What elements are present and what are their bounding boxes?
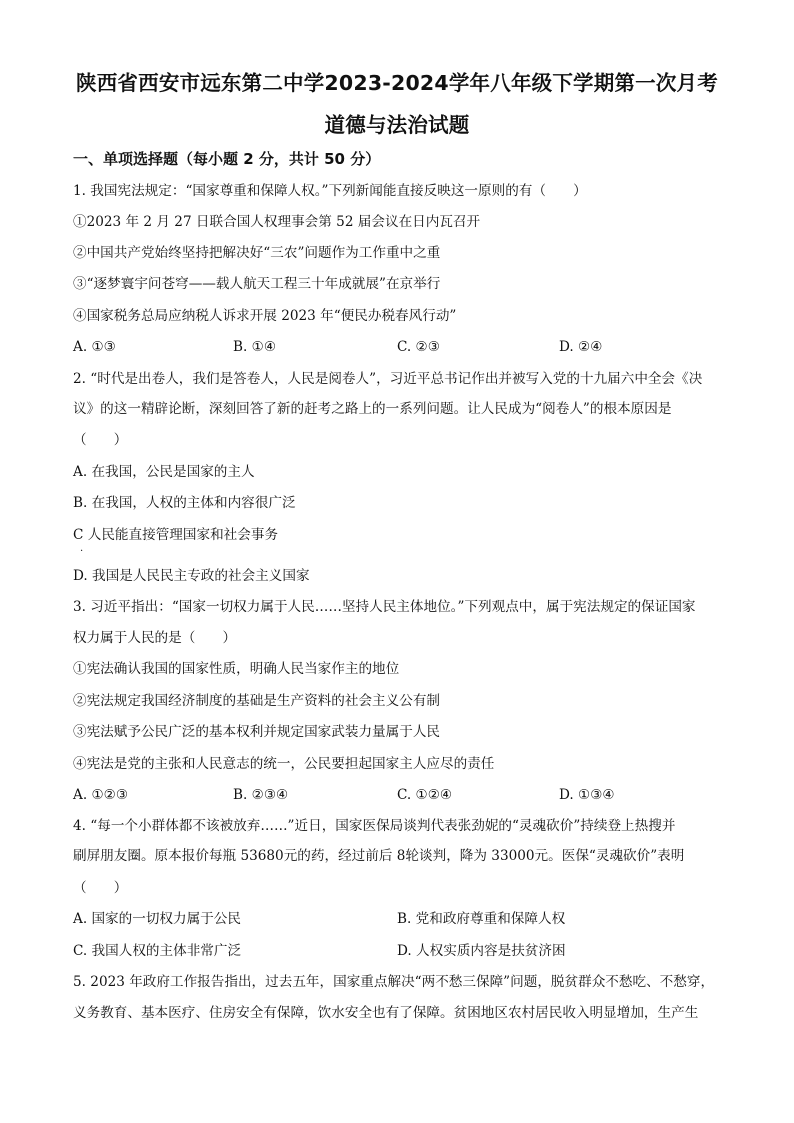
- q2-option-b[interactable]: B. 在我国，人权的主体和内容很广泛: [73, 495, 296, 511]
- q1-stem: 1. 我国宪法规定：“国家尊重和保障人权。”下列新闻能直接反映这一原则的有（ ）: [73, 183, 587, 199]
- q4-stem-line3: （ ）: [73, 880, 128, 896]
- q3-stem-line1: 3. 习近平指出：“国家一切权力属于人民……坚持人民主体地位。”下列观点中，属于宪法规定的保证国家: [73, 599, 696, 615]
- q1-item-1: ①2023 年 2 月 27 日联合国人权理事会第 52 届会议在日内瓦召开: [73, 214, 481, 230]
- exam-title-line2: 道德与法治试题: [324, 113, 470, 137]
- q3-item-1: ①宪法确认我国的国家性质，明确人民当家作主的地位: [73, 661, 400, 677]
- q2-stem-line1: 2. “时代是出卷人，我们是答卷人，人民是阅卷人”，习近平总书记作出并被写入党的十九届六中全会《决: [73, 371, 703, 387]
- q1-item-3: ③“逐梦寰宇问苍穹——载人航天工程三十年成就展”在京举行: [73, 276, 441, 292]
- q4-stem-line1: 4. “每一个小群体都不该被放弃……”近日，国家医保局谈判代表张劲妮的“灵魂砍价”持续登上热搜并: [73, 818, 676, 834]
- q4-option-c[interactable]: C. 我国人权的主体非常广泛: [73, 943, 242, 959]
- q3-stem-line2: 权力属于人民的是（ ）: [73, 630, 237, 646]
- q4-option-b[interactable]: B. 党和政府尊重和保障人权: [397, 911, 566, 927]
- q1-option-a[interactable]: A. ①③: [73, 339, 116, 355]
- q4-stem-line2: 刷屏朋友圈。原本报价每瓶 53680元的药，经过前后 8轮谈判，降为 33000元。医保“灵魂砍价”表明: [73, 848, 685, 864]
- q4-option-d[interactable]: D. 人权实质内容是扶贫济困: [397, 943, 566, 959]
- q3-item-2: ②宪法规定我国经济制度的基础是生产资料的社会主义公有制: [73, 693, 441, 709]
- section-heading-single-choice: 一、单项选择题（每小题 2 分，共计 50 分）: [73, 150, 381, 168]
- q4-option-a[interactable]: A. 国家的一切权力属于公民: [73, 911, 241, 927]
- q2-option-c[interactable]: C 人民能直接管理国家和社会事务: [73, 527, 279, 543]
- q1-option-d[interactable]: D. ②④: [559, 339, 603, 355]
- q1-item-4: ④国家税务总局应纳税人诉求开展 2023 年“便民办税春风行动”: [73, 308, 457, 324]
- q3-item-3: ③宪法赋予公民广泛的基本权利并规定国家武装力量属于人民: [73, 724, 441, 740]
- q3-item-4: ④宪法是党的主张和人民意志的统一，公民要担起国家主人应尽的责任: [73, 756, 495, 772]
- q3-option-c[interactable]: C. ①②④: [397, 787, 453, 803]
- q3-option-a[interactable]: A. ①②③: [73, 787, 129, 803]
- q2-option-d[interactable]: D. 我国是人民民主专政的社会主义国家: [73, 568, 310, 584]
- q2-stem-line2: 议》的这一精辟论断，深刻回答了新的赶考之路上的一系列问题。让人民成为“阅卷人”的根本原因是: [73, 401, 672, 417]
- q2-stem-line3: （ ）: [73, 432, 128, 448]
- q2-option-c-period: .: [80, 543, 84, 554]
- q1-option-c[interactable]: C. ②③: [397, 339, 440, 355]
- q1-option-b[interactable]: B. ①④: [233, 339, 277, 355]
- q3-option-b[interactable]: B. ②③④: [233, 787, 289, 803]
- q3-option-d[interactable]: D. ①③④: [559, 787, 615, 803]
- q2-option-a[interactable]: A. 在我国，公民是国家的主人: [73, 464, 255, 480]
- exam-title-line1: 陕西省西安市远东第二中学2023-2024学年八年级下学期第一次月考: [76, 71, 718, 95]
- q1-item-2: ②中国共产党始终坚持把解决好“三农”问题作为工作重中之重: [73, 245, 441, 261]
- q5-stem-line1: 5. 2023 年政府工作报告指出，过去五年，国家重点解决“两不愁三保障”问题，脱贫群众不愁吃、不愁穿，: [73, 974, 715, 990]
- q5-stem-line2: 义务教育、基本医疗、住房安全有保障，饮水安全也有了保障。贫困地区农村居民收入明显增加，生产生: [73, 1005, 699, 1021]
